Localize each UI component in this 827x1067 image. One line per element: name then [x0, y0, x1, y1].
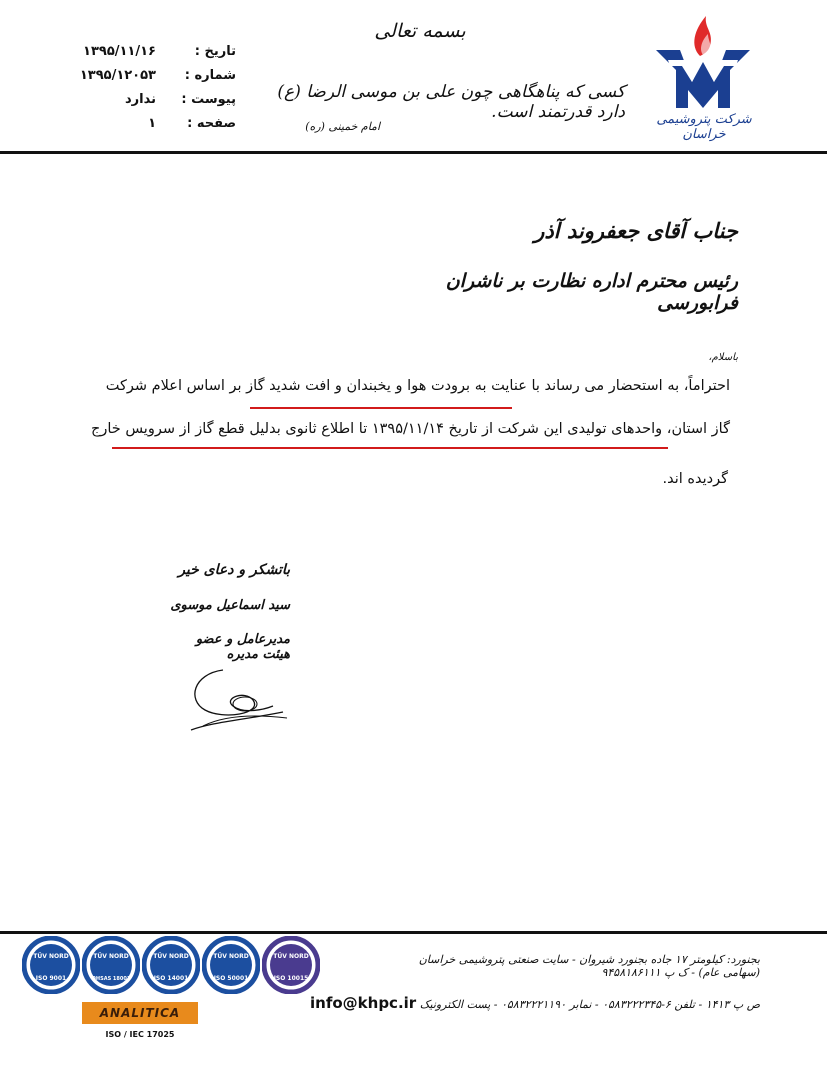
highlight-underline-2: [112, 447, 668, 449]
cert-badge-iso-9001: [22, 936, 80, 994]
meta-page-label: صفحه: [196, 116, 236, 131]
meta-number: شماره : ۱۳۹۵/۱۲۰۵۳: [79, 68, 236, 83]
meta-date-value: ۱۳۹۵/۱۱/۱۶: [83, 44, 156, 59]
cert-standard-3: ISO 14001: [153, 975, 189, 982]
footer-divider: [0, 931, 827, 934]
company-logo: [648, 12, 758, 112]
signer-title: مدیرعامل و عضو هیئت مدیره: [195, 632, 290, 662]
cert-badge-iso-10015: [262, 936, 320, 994]
footer-email: info@khpc.ir: [310, 994, 417, 1012]
addressee-name: جناب آقای جعفروند آذر: [534, 218, 738, 243]
body-line-3: گردیده اند.: [662, 471, 728, 487]
body-line-2: گاز استان، واحدهای تولیدی این شرکت از تاریخ ۱۳۹۵/۱۱/۱۴ تا اطلاع ثانوی بدلیل قطع گاز از سرویس خارج: [90, 421, 730, 437]
accreditation-standard: ISO / IEC 17025: [105, 1030, 175, 1039]
meta-attachment-label: پیوست: [191, 92, 236, 107]
highlight-underline-1: [250, 407, 512, 409]
handwritten-signature: [183, 660, 293, 735]
footer-contact-text: ص پ ۱۴۱۳ - تلفن ۶-۰۵۸۳۲۲۲۳۴۵ - نمابر ۰۵۸۳۲۲۲۱۱۹۰ - پست الکترونیک: [419, 998, 760, 1011]
cert-badge-iso-14001: [142, 936, 200, 994]
cert-brand-1: TÜV NORD: [33, 953, 69, 960]
cert-brand-5: TÜV NORD: [273, 953, 309, 960]
cert-badge-iso-50001: [202, 936, 260, 994]
accreditation-logo: ANALITICA: [82, 1002, 198, 1024]
cert-standard-5: ISO 10015: [273, 975, 309, 982]
meta-number-label: شماره: [194, 68, 236, 83]
meta-number-value: ۱۳۹۵/۱۲۰۵۳: [79, 68, 156, 83]
footer-contact: [300, 994, 760, 1012]
cert-standard-2: OHSAS 18001: [91, 976, 131, 982]
signer-name: سید اسماعیل موسوی: [170, 598, 290, 613]
bismillah-heading: بسمه تعالی: [374, 20, 466, 42]
meta-attachment-value: ندارد: [124, 92, 156, 107]
cert-brand-3: TÜV NORD: [153, 953, 189, 960]
closing-phrase: باتشکر و دعای خیر: [178, 562, 290, 578]
cert-brand-2: TÜV NORD: [93, 953, 129, 960]
cert-badge-ohsas-18001: [82, 936, 140, 994]
greeting: باسلام،: [708, 352, 738, 363]
meta-page-value: ۱: [148, 116, 156, 131]
cert-standard-1: ISO 9001: [35, 975, 67, 982]
addressee-title: رئیس محترم اداره نظارت بر ناشران فرابورسی: [445, 270, 738, 314]
meta-date-label: تاریخ: [204, 44, 236, 59]
header-divider: [0, 151, 827, 154]
cert-brand-4: TÜV NORD: [213, 953, 249, 960]
footer-address: بجنورد: کیلومتر ۱۷ جاده بجنورد شیروان - سایت صنعتی پتروشیمی خراسان (سهامی عام) - ک پ ۹۴۵۸۱۸۶۱۱۱: [418, 953, 760, 979]
header-quote: کسی که پناهگاهی چون علی بن موسی الرضا (ع) دارد قدرتمند است.: [277, 82, 625, 122]
company-name: شرکت پتروشیمی خراسان: [656, 112, 752, 142]
body-line-1: احتراماً، به استحضار می رساند با عنایت به برودت هوا و یخبندان و افت شدید گاز بر اساس اعلام شرکت: [105, 378, 730, 394]
quote-author: امام خمینی (ره): [305, 120, 380, 133]
meta-attachment: پیوست : ندارد: [124, 92, 236, 107]
cert-standard-4: ISO 50001: [213, 975, 249, 982]
meta-page: صفحه : ۱: [148, 116, 236, 131]
meta-date: تاریخ : ۱۳۹۵/۱۱/۱۶: [83, 44, 236, 59]
